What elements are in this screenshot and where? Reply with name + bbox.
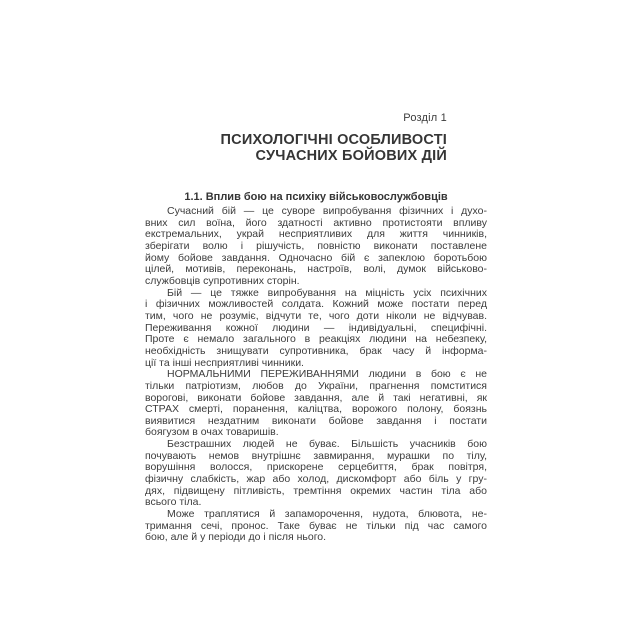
body-line: всього тіла. — [145, 496, 202, 509]
body-line: дях, підвищену пітливість, тремтіння окремих частин тіла або — [145, 484, 487, 497]
body-line: Може траплятися й запаморочення, нудота, блювота, не- — [167, 508, 487, 521]
chapter-title-line-2: СУЧАСНИХ БОЙОВИХ ДІЙ — [255, 147, 447, 164]
body-line: фізичну слабкість, жар або холод, дискомфорт або біль у гру- — [145, 473, 487, 486]
body-line: цілей, мотивів, переконань, настроїв, волі, думок військово- — [145, 263, 487, 276]
body-line: ворогові, виконати бойове завдання, але й такі негативні, як — [145, 391, 487, 404]
body-line: Сучасний бій — це суворе випробування фізичних і духо- — [167, 205, 487, 217]
body-line: Проте є немало загального в реакціях людини на небезпеку, — [145, 333, 487, 346]
chapter-title — [221, 133, 447, 164]
chapter-label: Розділ 1 — [403, 112, 447, 124]
body-line: виявитися нездатним виконати бойове завдання і постати — [145, 414, 487, 427]
body-line: тим, чого не розуміє, відчути те, чого доти ніколи не відчував. — [145, 309, 487, 322]
body-line: боягузом в очах товаришів. — [145, 426, 279, 439]
body-text — [145, 206, 487, 544]
body-line: вних сил воїна, його здатності активно протистояти впливу — [145, 216, 487, 229]
body-line: необхідність знищувати супротивника, брак часу й інформа- — [145, 344, 487, 357]
body-line: ції та інші несприятливі чинники. — [145, 356, 304, 369]
body-line: і фізичних можливостей солдата. Кожний може постати перед — [145, 298, 487, 311]
body-line: йому бойове завдання. Одночасно бій є запеклою боротьбою — [145, 251, 487, 264]
body-line: ворушіння волосся, прискорене серцебиття, брак повітря, — [145, 461, 487, 474]
body-line: тримання сечі, пронос. Таке буває не тільки під час самого — [145, 519, 487, 532]
body-line: Бій — це тяжке випробування на міцність усіх психічних — [167, 286, 487, 299]
chapter-title-line-1: ПСИХОЛОГІЧНІ ОСОБЛИВОСТІ — [220, 132, 447, 148]
body-line: зберігати волю і рішучість, повністю виконати поставлене — [145, 239, 487, 252]
body-line: бою, але й у періоди до і після нього. — [145, 531, 327, 544]
body-line: екстремальних, украй несприятливих для життя чинників, — [145, 228, 487, 241]
body-line: почувають немов внутрішнє завмирання, мурашки по тілу, — [145, 449, 487, 462]
body-line: Переживання кожної людини — індивідуальні, специфічні. — [145, 321, 487, 334]
body-line: службовців супротивних сторін. — [145, 274, 300, 287]
body-line: Безстрашних людей не буває. Більшість учасників бою — [167, 438, 487, 451]
body-line: тільки патріотизм, любов до України, прагнення помститися — [145, 379, 487, 392]
body-line: НОРМАЛЬНИМИ ПЕРЕЖИВАННЯМИ людини в бою є не — [167, 368, 487, 381]
section-heading: 1.1. Вплив бою на психіку військовослужбовців — [184, 191, 448, 203]
body-line: СТРАХ смерті, поранення, каліцтва, ворожого полону, боязнь — [145, 403, 487, 416]
